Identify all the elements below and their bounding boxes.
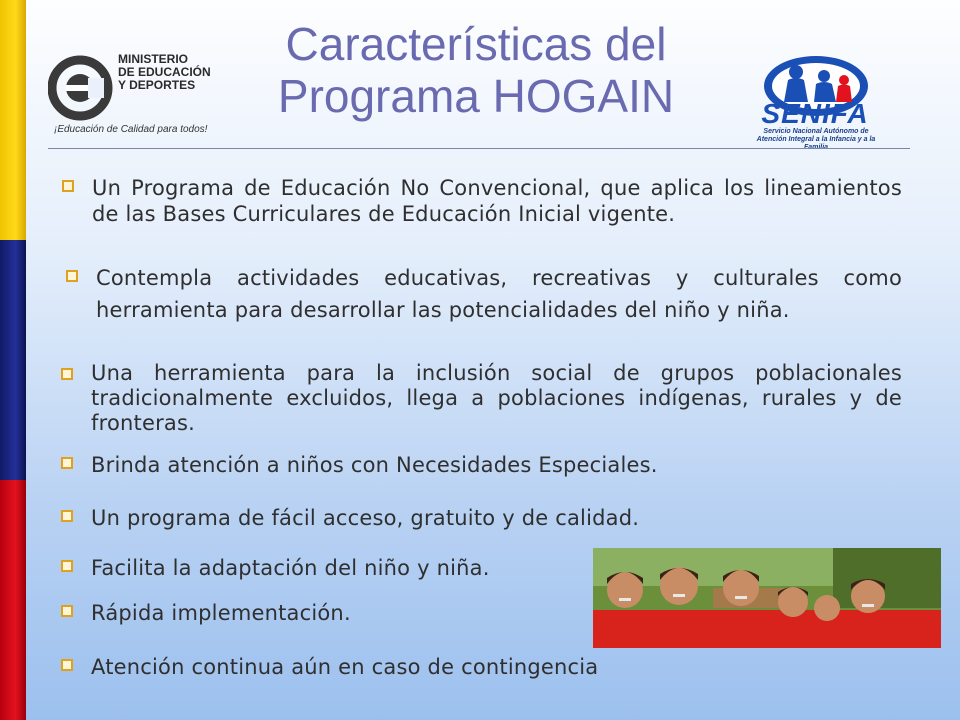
children-photo xyxy=(593,548,941,648)
bullet-marker-icon xyxy=(62,180,74,192)
bullet-marker-icon xyxy=(61,368,73,380)
bullet-item xyxy=(91,361,902,436)
bullet-item xyxy=(91,555,591,581)
bullet-text: Atención continua aún en caso de contingencia xyxy=(91,655,599,679)
bullet-marker-icon xyxy=(61,560,73,572)
senifa-subtitle: Servicio Nacional Autónomo de Atención Integral a la Infancia y a la xyxy=(756,128,876,143)
bullet-text: Brinda atención a niños con Necesidades Especiales. xyxy=(91,453,658,477)
flag-yellow xyxy=(0,0,26,240)
bullet-marker-icon xyxy=(61,659,73,671)
bullet-marker-icon xyxy=(61,605,73,617)
title-divider xyxy=(48,148,910,149)
bullet-text: Un Programa de Educación No Convencional, que aplica los lineamientos de las Bases Curriculares de Educación Inicial vigente. xyxy=(92,176,902,226)
page-title-line-2: Programa HOGAIN xyxy=(277,70,675,122)
bullet-text: Rápida implementación. xyxy=(91,601,351,625)
senifa-name: SENIFA xyxy=(761,98,869,129)
flag-stripe xyxy=(0,0,26,720)
bullet-item xyxy=(91,452,901,478)
bullet-text: Un programa de fácil acceso, gratuito y de calidad. xyxy=(91,506,640,530)
ministry-name-line: MINISTERIO xyxy=(118,52,189,66)
ministry-name-line: DE EDUCACIÓN xyxy=(118,65,211,79)
bullet-text: Facilita la adaptación del niño y niña. xyxy=(91,556,490,580)
page-title xyxy=(226,18,726,122)
bullet-item xyxy=(96,262,902,326)
bullet-marker-icon xyxy=(61,510,73,522)
ministry-slogan: ¡Educación de Calidad para todos! xyxy=(54,124,208,135)
bullet-text: Una herramienta para la inclusión social de grupos poblacionales tradicionalmente excluidos, llega a poblaciones indígenas, rurales y de fronteras. xyxy=(91,361,902,435)
flag-red xyxy=(0,480,26,720)
flag-blue xyxy=(0,240,26,480)
bullet-item xyxy=(91,600,591,626)
page-title-line-1: Características del xyxy=(285,18,667,70)
bullet-text: Contempla actividades educativas, recreativas y culturales como herramienta para desarrollar las potencialidades del niño y niña. xyxy=(96,266,902,322)
bullet-marker-icon xyxy=(66,270,78,282)
ministry-name xyxy=(118,53,211,92)
bullet-item xyxy=(91,654,901,680)
bullet-item xyxy=(91,505,901,531)
bullet-marker-icon xyxy=(61,457,73,469)
bullet-item xyxy=(92,175,902,227)
ministry-name-line: Y DEPORTES xyxy=(118,78,196,92)
